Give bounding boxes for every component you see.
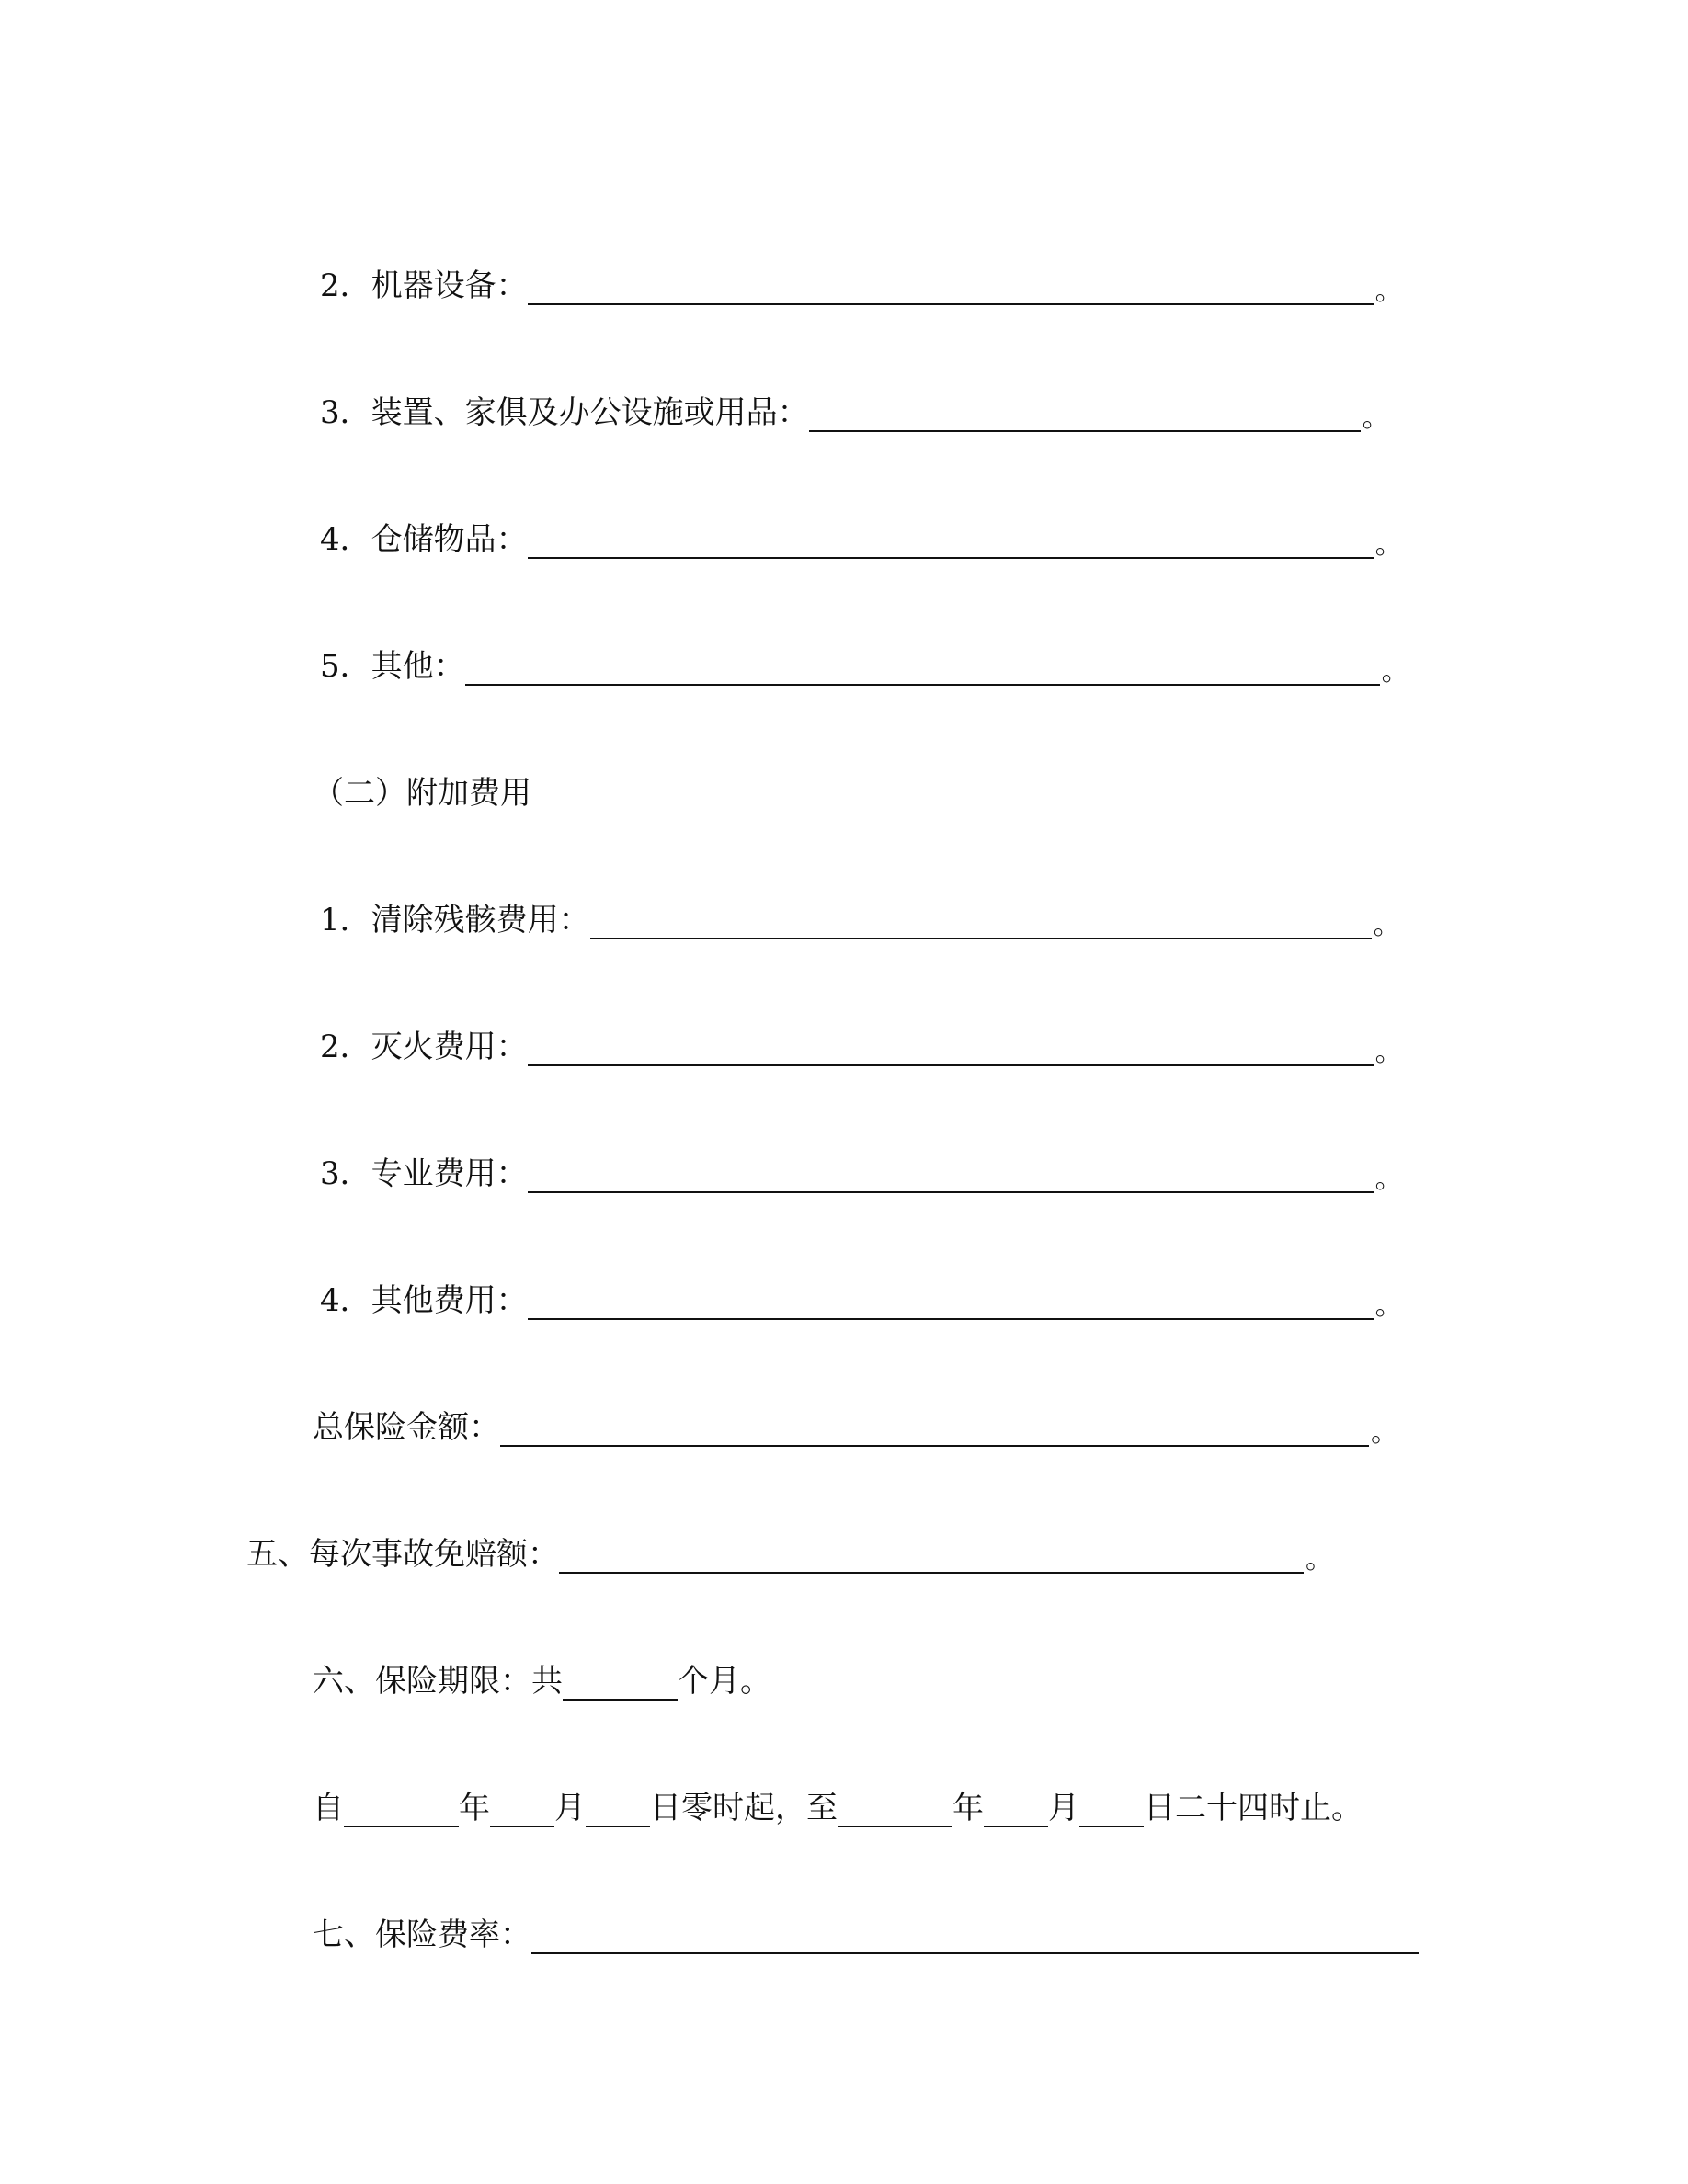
field-period-dates — [313, 1772, 1363, 1827]
field-label: 六、保险期限：共 — [313, 1663, 563, 1700]
field-label: 总保险金额： — [313, 1409, 500, 1446]
other-fees-blank[interactable] — [528, 1285, 1374, 1320]
period-mark: 。 — [1374, 1290, 1403, 1322]
field-label: 五、每次事故免赔额： — [246, 1536, 559, 1573]
period-mark: 。 — [1306, 1543, 1333, 1575]
field-deductible — [246, 1519, 1333, 1574]
field-other-fees — [320, 1265, 1403, 1320]
period-mark: 。 — [1373, 909, 1401, 941]
end-year-blank[interactable] — [838, 1792, 952, 1827]
field-label: 5．其他： — [320, 648, 465, 685]
field-label: 2．机器设备： — [320, 267, 528, 304]
months-suffix: 个月。 — [678, 1663, 771, 1700]
period-mark: 。 — [1374, 1036, 1403, 1068]
total-insured-blank[interactable] — [500, 1412, 1369, 1447]
from-label: 自 — [313, 1790, 344, 1826]
field-label: 2．灭火费用： — [320, 1029, 528, 1065]
machinery-blank[interactable] — [528, 270, 1374, 305]
deductible-blank[interactable] — [559, 1539, 1304, 1574]
month-label: 月 — [1048, 1790, 1079, 1826]
field-other-property — [320, 631, 1409, 686]
period-mark: 。 — [1362, 402, 1390, 434]
field-stock — [320, 504, 1403, 559]
end-month-blank[interactable] — [984, 1792, 1048, 1827]
field-debris-removal — [320, 884, 1401, 939]
year-label: 年 — [952, 1790, 984, 1826]
field-professional — [320, 1138, 1403, 1193]
end-day-blank[interactable] — [1079, 1792, 1144, 1827]
field-label: 1．清除残骸费用： — [320, 902, 590, 938]
field-label: 七、保险费率： — [313, 1917, 531, 1953]
section-heading: （二）附加费用 — [313, 775, 531, 812]
start-year-blank[interactable] — [344, 1792, 459, 1827]
premium-rate-blank[interactable] — [531, 1919, 1419, 1954]
field-insurance-period — [313, 1645, 771, 1701]
year-label: 年 — [459, 1790, 490, 1826]
field-label: 4．其他费用： — [320, 1282, 528, 1319]
field-label: 3．装置、家俱及办公设施或用品： — [320, 394, 809, 431]
field-total-insured — [313, 1392, 1398, 1447]
stock-blank[interactable] — [528, 524, 1374, 559]
field-premium-rate — [313, 1899, 1419, 1954]
end-time-label: 日二十四时止。 — [1144, 1790, 1363, 1826]
section-heading-additional — [313, 757, 531, 813]
firefighting-blank[interactable] — [528, 1031, 1374, 1066]
professional-blank[interactable] — [528, 1158, 1374, 1193]
period-mark: 。 — [1371, 1416, 1398, 1449]
month-label: 月 — [554, 1790, 586, 1826]
field-firefighting — [320, 1011, 1403, 1066]
start-month-blank[interactable] — [490, 1792, 554, 1827]
period-mark: 。 — [1374, 529, 1403, 561]
field-label: 3．专业费用： — [320, 1155, 528, 1192]
field-label: 4．仓储物品： — [320, 521, 528, 558]
period-mark: 。 — [1374, 275, 1403, 307]
start-day-blank[interactable] — [586, 1792, 650, 1827]
fixtures-blank[interactable] — [809, 397, 1361, 432]
field-machinery — [320, 250, 1403, 305]
debris-removal-blank[interactable] — [590, 904, 1372, 939]
start-time-label: 日零时起，至 — [650, 1790, 838, 1826]
months-blank[interactable] — [563, 1666, 678, 1701]
other-property-blank[interactable] — [465, 651, 1380, 686]
field-fixtures — [320, 377, 1390, 432]
period-mark: 。 — [1374, 1163, 1403, 1195]
period-mark: 。 — [1381, 655, 1409, 688]
